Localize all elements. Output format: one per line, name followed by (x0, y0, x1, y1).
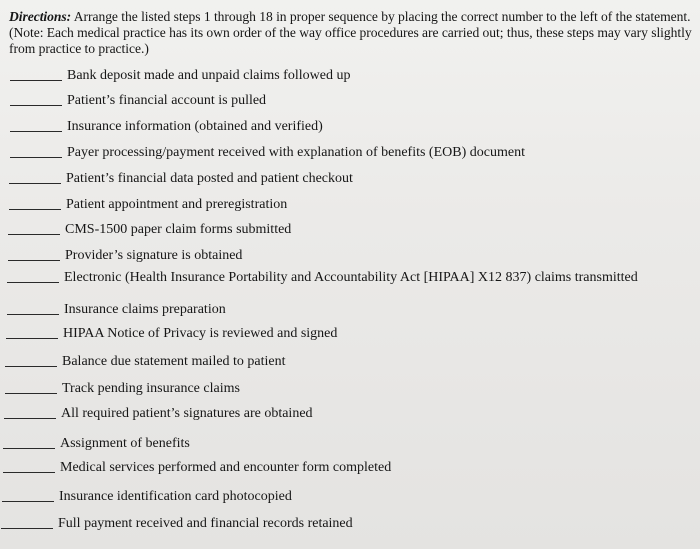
step-item (7, 298, 226, 318)
step-text: Assignment of benefits (60, 436, 190, 451)
answer-blank[interactable] (9, 208, 61, 210)
answer-blank[interactable] (8, 259, 60, 261)
answer-blank[interactable] (1, 527, 53, 529)
step-text: Payer processing/payment received with explanation of benefits (EOB) document (67, 145, 525, 160)
step-text: All required patient’s signatures are obtained (61, 406, 313, 421)
answer-blank[interactable] (5, 365, 57, 367)
answer-blank[interactable] (10, 79, 62, 81)
answer-blank[interactable] (5, 392, 57, 394)
answer-blank[interactable] (10, 130, 62, 132)
step-text: Insurance identification card photocopied (59, 489, 292, 504)
step-item (8, 218, 291, 238)
step-item (4, 402, 313, 422)
step-text: Insurance claims preparation (64, 302, 226, 317)
step-text: Patient appointment and preregistration (66, 197, 288, 212)
step-item (10, 141, 525, 161)
step-text: Insurance information (obtained and verified) (67, 119, 323, 134)
step-item (1, 512, 353, 532)
answer-blank[interactable] (8, 233, 60, 235)
step-item (9, 167, 353, 187)
step-text: Electronic (Health Insurance Portability and Accountability Act [HIPAA] X12 837) claims transmitted (64, 270, 638, 285)
step-item (5, 350, 286, 370)
step-item (9, 193, 287, 213)
step-text: Medical services performed and encounter form completed (60, 460, 392, 475)
step-item (8, 244, 242, 264)
answer-blank[interactable] (4, 417, 56, 419)
step-text: HIPAA Notice of Privacy is reviewed and signed (63, 326, 338, 341)
step-text: Patient’s financial account is pulled (67, 93, 267, 108)
step-item (7, 266, 638, 286)
answer-blank[interactable] (7, 313, 59, 315)
step-text: Patient’s financial data posted and patient checkout (66, 171, 353, 186)
step-text: Bank deposit made and unpaid claims followed up (67, 68, 351, 83)
step-item (10, 64, 350, 84)
step-text: CMS-1500 paper claim forms submitted (65, 222, 292, 237)
answer-blank[interactable] (10, 156, 62, 158)
step-text: Track pending insurance claims (62, 381, 240, 396)
directions-label: Directions: (9, 9, 72, 24)
step-item (6, 322, 337, 342)
answer-blank[interactable] (6, 337, 58, 339)
step-item (3, 432, 190, 452)
answer-blank[interactable] (3, 471, 55, 473)
answer-blank[interactable] (7, 281, 59, 283)
step-text: Provider’s signature is obtained (65, 248, 243, 263)
answer-blank[interactable] (10, 104, 62, 106)
step-item (2, 485, 292, 505)
answer-blank[interactable] (9, 182, 61, 184)
step-item (5, 377, 240, 397)
step-item (10, 115, 323, 135)
answer-blank[interactable] (2, 500, 54, 502)
step-text: Balance due statement mailed to patient (62, 354, 286, 369)
step-text: Full payment received and financial records retained (58, 516, 353, 531)
step-item (10, 89, 266, 109)
directions-paragraph (9, 9, 697, 57)
directions-text: Arrange the listed steps 1 through 18 in proper sequence by placing the correct number to the left of the statement. (Note: Each medical practice has its own order of the way office procedures are carried out; thus, these steps may vary slightly from practice to practice.) (9, 9, 692, 56)
answer-blank[interactable] (3, 447, 55, 449)
step-item (3, 456, 391, 476)
